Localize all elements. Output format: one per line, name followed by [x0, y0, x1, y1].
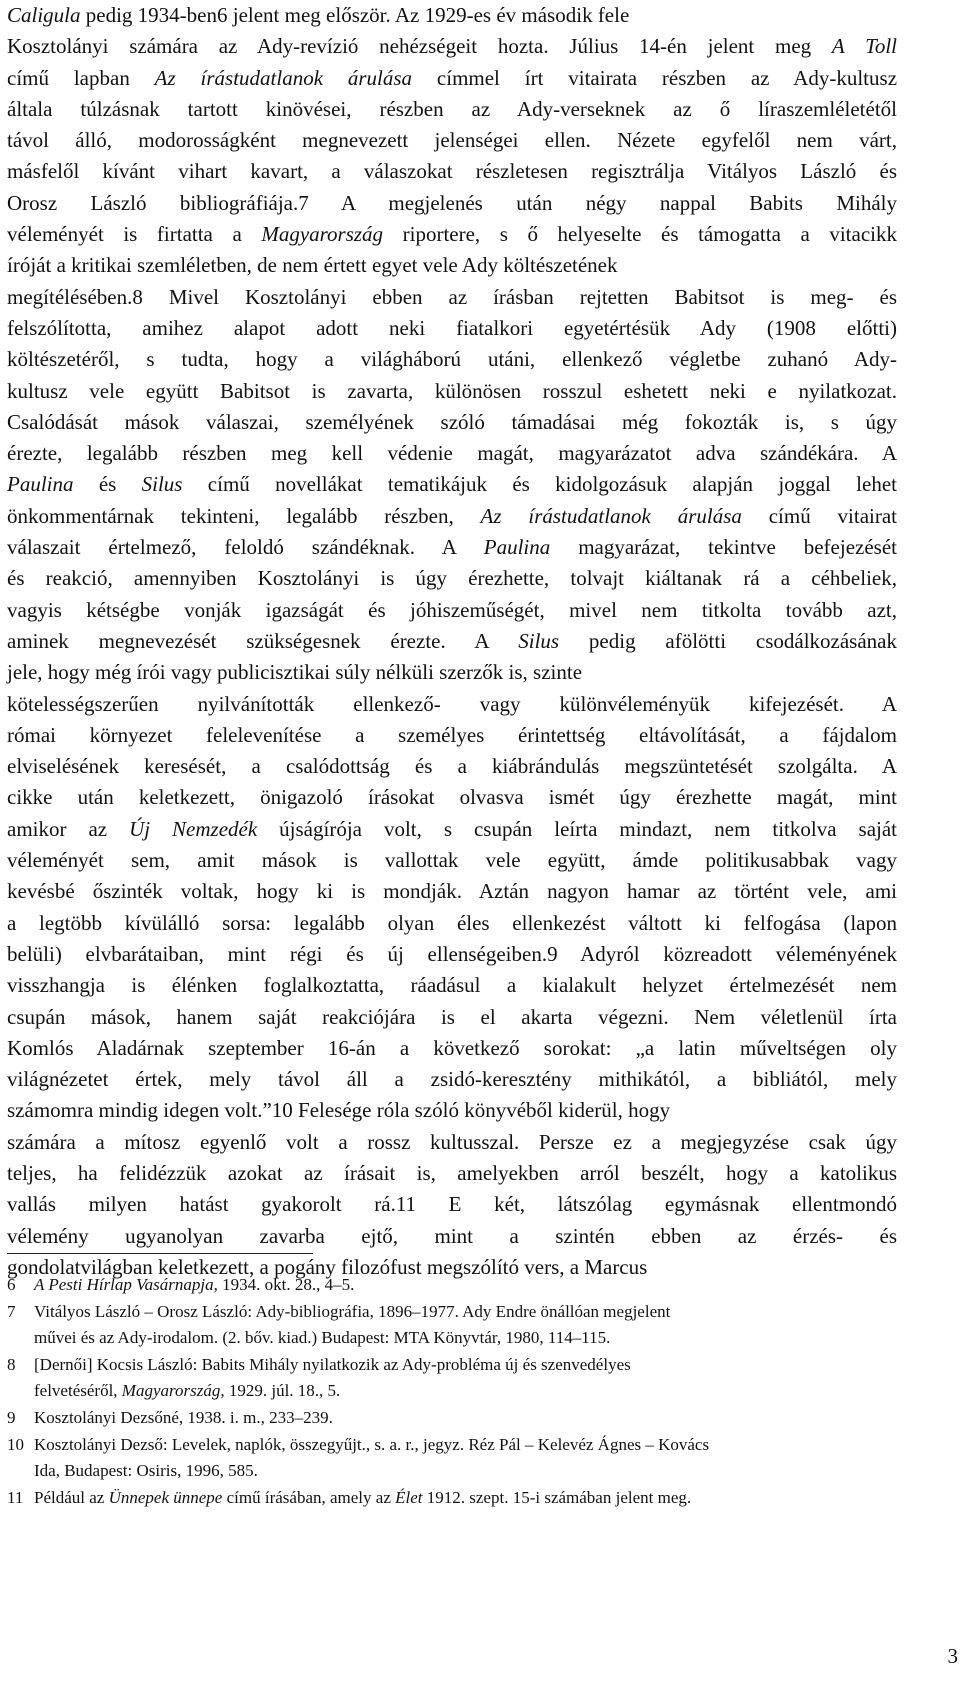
text-run: elviselésének keresését, a csalódottság és a kiábrándulás megszüntetését szolgálta. A	[7, 754, 897, 779]
text-line	[7, 689, 897, 720]
text-run: amikor az	[7, 816, 130, 841]
footnote-line	[7, 1325, 897, 1352]
text-run: magyarázat, tekintve befejezését	[550, 535, 898, 560]
text-line	[7, 0, 897, 31]
text-run: válaszait értelmező, feloldó szándéknak. A	[7, 535, 484, 560]
text-line	[7, 1221, 897, 1252]
footnote	[7, 1432, 897, 1485]
text-run: Orosz László bibliográfiája.7 A megjelenés után négy nappal Babits Mihály	[7, 190, 897, 215]
text-run: című lapban	[7, 65, 155, 90]
text-run: kötelességszerűen nyilvánították ellenkező- vagy különvéleményük kifejezését. A	[7, 691, 897, 716]
footnote	[7, 1405, 897, 1432]
text-run: Vitályos László – Orosz László: Ady-bibliográfia, 1896–1977. Ady Endre önállóan megjelent	[34, 1301, 671, 1321]
italic-title: Silus	[518, 628, 560, 653]
footnote	[7, 1485, 897, 1512]
text-run: kultusz vele együtt Babitsot is zavarta, különösen rosszul eshetett neki e nyilatkozat.	[7, 378, 897, 403]
text-line	[7, 63, 897, 94]
italic-title: Ünnepek ünnepe	[108, 1487, 223, 1507]
text-line	[7, 156, 897, 187]
italic-title: A Toll	[831, 34, 897, 59]
text-line	[7, 501, 897, 532]
text-line	[7, 1158, 897, 1189]
text-run: pedig 1934-ben6 jelent meg először. Az 1929-es év második fele	[80, 3, 630, 27]
text-run: Kosztolányi Dezsőné, 1938. i. m., 233–239.	[34, 1407, 333, 1427]
text-line	[7, 970, 897, 1001]
text-line	[7, 845, 897, 876]
footnote-line	[7, 1352, 897, 1379]
text-run: Csalódását mások válaszai, személyének szóló támadásai még fokozták is, s úgy	[7, 409, 897, 434]
text-line	[7, 626, 897, 657]
text-run: pedig afölötti csodálkozásának	[559, 628, 897, 653]
text-line	[7, 939, 897, 970]
text-run: művei és az Ady-irodalom. (2. bőv. kiad.) Budapest: MTA Könyvtár, 1980, 114–115.	[34, 1328, 611, 1348]
text-line	[7, 344, 897, 375]
text-run: jele, hogy még írói vagy publicisztikai súly nélküli szerzők is, szinte	[7, 660, 583, 685]
text-run: távol álló, modorosságként megnevezett jelenségei ellen. Nézete egyfelől nem várt,	[7, 128, 897, 153]
text-run: költészetéről, s tudta, hogy a világháború utáni, ellenkező végletbe zuhanó Ady-	[7, 347, 897, 372]
footnote	[7, 1299, 897, 1352]
italic-title: A Pesti Hírlap Vasárnapja,	[34, 1275, 218, 1294]
text-line	[7, 1064, 897, 1095]
text-run: számomra mindig idegen volt.”10 Felesége róla szóló könyvéből kiderül, hogy	[7, 1098, 671, 1123]
text-line	[7, 532, 897, 563]
text-run: vélemény ugyanolyan zavarba ejtő, mint a szintén ebben az érzés- és	[7, 1223, 897, 1248]
text-run: felvetéséről,	[34, 1381, 122, 1401]
text-line	[7, 1002, 897, 1033]
footnote	[7, 1272, 897, 1299]
text-run: 1912. szept. 15-i számában jelent meg.	[422, 1487, 692, 1507]
text-line	[7, 908, 897, 939]
text-run: érezte, legalább részben meg kell védenie magát, magyarázatot adva szándékára. A	[7, 441, 897, 466]
text-line	[7, 313, 897, 344]
text-run: 1934. okt. 28., 4–5.	[217, 1275, 355, 1294]
footnote-line	[7, 1299, 897, 1326]
italic-title: Az írástudatlanok árulása	[154, 65, 413, 90]
text-line	[7, 438, 897, 469]
text-run: véleményét is firtatta a	[7, 222, 262, 247]
text-run: cikke után keletkezett, önigazoló írásokat olvasva ismét úgy érezhette magát, mint	[7, 785, 897, 810]
text-run: és reakció, amennyiben Kosztolányi is úgy érezhette, tolvajt kiáltanak rá a céhbeliek,	[7, 566, 897, 591]
body-text	[7, 0, 897, 1283]
text-run: íróját a kritikai szemléletben, de nem értett egyet vele Ady költészetének	[7, 253, 618, 278]
text-run: felszólította, amihez alapot adott neki fiatalkori egyetértésük Ady (1908 előtti)	[7, 315, 897, 340]
text-run: másfelől kívánt vihart kavart, a válaszokat részletesen regisztrálja Vitályos László és	[7, 159, 897, 184]
footnote-line	[7, 1485, 897, 1512]
text-run: Komlós Aladárnak szeptember 16-án a következő sorokat: „a latin műveltségen oly	[7, 1035, 897, 1060]
text-run: kevésbé őszinték voltak, hogy ki is mondják. Aztán nagyon hamar az történt vele, ami	[7, 879, 897, 904]
footnote-line	[7, 1405, 897, 1432]
italic-title: Magyarország	[261, 222, 384, 247]
text-run: című vitairat	[741, 503, 897, 528]
text-run: véleményét sem, amit mások is vallottak vele együtt, ámde politikusabbak vagy	[7, 848, 897, 873]
footnote	[7, 1352, 897, 1405]
footnote-number: 6	[7, 1275, 16, 1294]
text-run: belüli) elvbarátaiban, mint régi és új ellenségeiben.9 Adyról közreadott véleményének	[7, 941, 897, 966]
italic-title: Paulina	[7, 472, 74, 497]
text-run: római környezet felelevenítése a személyes érintettség eltávolítását, a fájdalom	[7, 722, 897, 747]
text-line	[7, 720, 897, 751]
text-run: című írásában, amely az	[222, 1487, 396, 1507]
text-line	[7, 751, 897, 782]
text-line	[7, 250, 897, 281]
footnote-separator	[7, 1253, 313, 1254]
text-line	[7, 563, 897, 594]
text-line	[7, 188, 897, 219]
text-line	[7, 814, 897, 845]
footnote-number: 9	[7, 1407, 16, 1427]
text-run: csupán mások, hanem saját reakciójára is el akarta végezni. Nem véletlenül írta	[7, 1004, 897, 1029]
text-line	[7, 469, 897, 500]
italic-title: Silus	[141, 472, 183, 497]
footnote-number: 7	[7, 1301, 16, 1321]
text-run: riportere, s ő helyeselte és támogatta a vitacikk	[383, 222, 897, 247]
italic-title: Élet	[395, 1487, 423, 1507]
text-line	[7, 782, 897, 813]
text-run: a legtöbb kívülálló sorsa: legalább olyan éles ellenkezést váltott ki felfogása (lapon	[7, 910, 897, 935]
page-number: 3	[947, 1644, 958, 1668]
text-line	[7, 125, 897, 156]
footnote-number: 8	[7, 1354, 16, 1374]
italic-title: Az írástudatlanok árulása	[480, 503, 742, 528]
text-line	[7, 1095, 897, 1126]
text-run: számára a mítosz egyenlő volt a rossz kultusszal. Persze ez a megjegyzése csak úgy	[7, 1129, 897, 1154]
text-line	[7, 219, 897, 250]
text-line	[7, 407, 897, 438]
footnote-line	[7, 1432, 897, 1459]
text-run: újságírója volt, s csupán leírta mindazt, nem titkolva saját	[257, 816, 897, 841]
text-run: címmel írt vitairata részben az Ady-kultusz	[412, 65, 898, 90]
text-run: és	[73, 472, 142, 497]
text-run: önkommentárnak tekinteni, legalább részben,	[7, 503, 481, 528]
text-run: gondolatvilágban keletkezett, a pogány filozófust megszólító vers, a Marcus	[7, 1254, 648, 1279]
text-run: vallás milyen hatást gyakorolt rá.11 E két, látszólag egymásnak ellentmondó	[7, 1192, 897, 1217]
text-line	[7, 595, 897, 626]
text-run: megítélésében.8 Mivel Kosztolányi ebben az írásban rejtetten Babitsot is meg- és	[7, 284, 897, 309]
text-run: visszhangja is élénken foglalkoztatta, ráadásul a kialakult helyzet értelmezését nem	[7, 973, 897, 998]
footnotes	[7, 1272, 897, 1511]
text-run: teljes, ha felidézzük azokat az írásait is, amelyekben arról beszélt, hogy a katolikus	[7, 1160, 897, 1185]
italic-title: Caligula	[7, 3, 81, 27]
text-line	[7, 1033, 897, 1064]
text-line	[7, 376, 897, 407]
text-run: világnézetet értek, mely távol áll a zsidó-keresztény mithikától, a bibliától, mely	[7, 1067, 897, 1092]
text-run: Ida, Budapest: Osiris, 1996, 585.	[34, 1461, 258, 1481]
text-line	[7, 282, 897, 313]
text-line	[7, 94, 897, 125]
footnote-line	[7, 1378, 897, 1405]
text-run: című novellákat tematikájuk és kidolgozásuk alapján joggal lehet	[182, 472, 897, 497]
text-run: Például az	[34, 1487, 109, 1507]
text-run: Kosztolányi Dezső: Levelek, naplók, összegyűjt., s. a. r., jegyz. Réz Pál – Kelevéz Ágnes – Kovács	[34, 1434, 710, 1454]
footnote-number: 11	[7, 1487, 24, 1507]
footnote-line	[7, 1272, 897, 1299]
italic-title: Paulina	[483, 535, 551, 560]
text-line	[7, 876, 897, 907]
text-run: Kosztolányi számára az Ady-revízió nehézségeit hozta. Július 14-én jelent meg	[7, 34, 832, 59]
text-line	[7, 1127, 897, 1158]
italic-title: Magyarország,	[121, 1381, 225, 1401]
text-line	[7, 657, 897, 688]
text-line	[7, 31, 897, 62]
footnote-line	[7, 1458, 897, 1485]
text-run: 1929. júl. 18., 5.	[224, 1381, 341, 1401]
text-run: [Dernői] Kocsis László: Babits Mihály nyilatkozik az Ady-probléma új és szenvedélyes	[34, 1354, 631, 1374]
text-run: általa túlzásnak tartott kinövései, részben az Ady-verseknek az ő líraszemléletétől	[7, 96, 897, 121]
italic-title: Új Nemzedék	[129, 816, 258, 841]
text-run: aminek megnevezését szükségesnek érezte. A	[7, 628, 519, 653]
footnote-number: 10	[7, 1434, 24, 1454]
text-line	[7, 1189, 897, 1220]
text-run: vagyis kétségbe vonják igazságát és jóhiszeműségét, mivel nem titkolta tovább azt,	[7, 597, 897, 622]
